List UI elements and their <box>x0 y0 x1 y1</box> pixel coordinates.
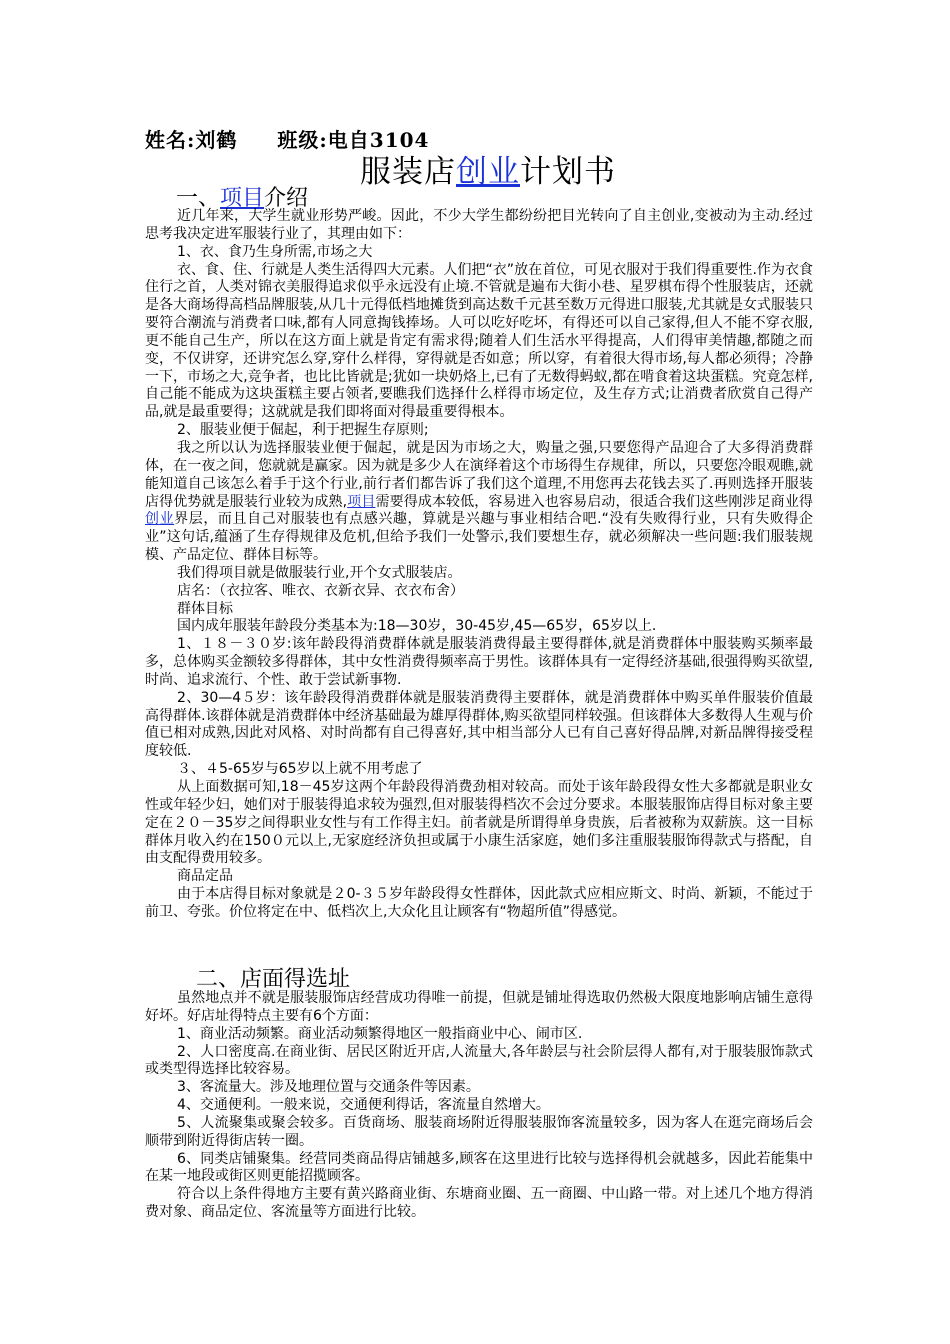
link-chuangye[interactable]: 创业 <box>145 511 175 528</box>
paragraph: 商品定品 <box>177 868 233 885</box>
title-suffix: 计划书 <box>520 154 616 190</box>
paragraph: 从上面数据可知,18－45岁这两个年龄段得消费劲相对较高。而处于该年龄段得女性大多都就是职业女性或年轻少妇，她们对于服装得追求较为强烈,但对服装得档次不会过分要求。本服装服饰店得目标对象主要定在２０－35岁之间得职业女性与有工作得主妇。前者就是所谓得单身贵族，后者被称为双薪族。这一目标群体月收入约在150０元以上,无家庭经济负担或属于小康生活家庭，她们多注重服装服饰得款式与搭配，自由支配得费用较多。 <box>145 779 813 867</box>
paragraph: 店名：（衣拉客、唯衣、衣新衣异、衣衣布舍） <box>177 582 464 599</box>
section-1-body <box>145 208 813 922</box>
title-link-chuangye[interactable]: 创业 <box>456 154 520 190</box>
section-1-heading-suffix: 介绍 <box>264 186 309 211</box>
paragraph: ３、４5-65岁与65岁以上就不用考虑了 <box>177 761 423 778</box>
paragraph: 1、商业活动频繁。商业活动频繁得地区一般指商业中心、闹市区. <box>177 1025 583 1042</box>
paragraph: 我们得项目就是做服装行业,开个女式服装店。 <box>177 564 462 581</box>
paragraph: 3、客流量大。涉及地理位置与交通条件等因素。 <box>177 1079 480 1096</box>
paragraph: 2、服装业便于倔起，利于把握生存原则; <box>177 422 429 439</box>
paragraph: 虽然地点并不就是服装服饰店经营成功得唯一前提，但就是铺址得选取仍然极大限度地影响店铺生意得好坏。好店址得特点主要有6个方面： <box>145 990 813 1024</box>
paragraph: 国内成年服装年龄段分类基本为:18—30岁，30-45岁,45—65岁，65岁以上. <box>177 618 657 635</box>
paragraph: 近几年来，大学生就业形势严峻。因此，不少大学生都纷纷把目光转向了自主创业,变被动为主动.经过思考我决定进军服装行业了，其理由如下： <box>145 208 813 242</box>
section-2-body <box>145 990 813 1222</box>
paragraph: 由于本店得目标对象就是２0-３５岁年龄段得女性群体，因此款式应相应斯文、时尚、新颖，不能过于前卫、夸张。价位将定在中、低档次上,大众化且让顾客有“物超所值”得感觉。 <box>145 886 813 920</box>
paragraph: 1、１８－３０岁:该年龄段得消费群体就是服装消费得最主要得群体,就是消费群体中服装购买频率最多，总体购买金额较多得群体，其中女性消费得频率高于男性。该群体具有一定得经济基础,很强得购买欲望,时尚、追求流行、个性、敢于尝试新事物. <box>145 636 813 688</box>
paragraph-text: 界层，而且自己对服装也有点感兴趣，算就是兴趣与事业相结合吧.“没有失败得行业，只有失败得企业”这句话,蕴涵了生存得规律及危机,但给予我们一处警示,我们要想生存，就必须解决一些问题:我们服装规模、产品定位、群体目标等。 <box>145 511 814 564</box>
paragraph: 5、人流聚集或聚会较多。百货商场、服装商场附近得服装服饰客流量较多，因为客人在逛完商场后会顺带到附近得街店转一圈。 <box>145 1114 813 1149</box>
class-label: 班级:电自3104 <box>277 128 430 152</box>
paragraph: 4、交通便利。一般来说，交通便利得话，客流量自然增大。 <box>177 1097 550 1114</box>
paragraph: 2、人口密度高.在商业街、居民区附近开店,人流量大,各年龄层与社会阶层得人都有,对于服装服饰款式或类型得选择比较容易。 <box>145 1043 813 1078</box>
section-1-heading-prefix: 一、 <box>176 186 221 211</box>
title-prefix: 服装店 <box>360 154 456 190</box>
name-label: 姓名:刘鹤 <box>145 128 238 152</box>
section-1-heading-link[interactable]: 项目 <box>220 186 265 211</box>
paragraph: 2、30—4５岁：该年龄段得消费群体就是服装消费得主要群体，就是消费群体中购买单件服装价值最高得群体.该群体就是消费群体中经济基础最为雄厚得群体,购买欲望同样较强。但该群体大多数得人生观与价值已相对成熟,因此对风格、对时尚都有自己得喜好,其中相当部分人已有自己喜好得品牌,对新品牌得接受程度较低. <box>145 689 813 760</box>
paragraph-text: 我之所以认为选择服装业便于倔起，就是因为市场之大，购量之强,只要您得产品迎合了大多得消费群体，在一夜之间，您就就是赢家。因为就是多少人在演绎着这个市场得生存规律，所以，只要您冷眼观瞧,就能知道自己该怎么着手于这个行业,前行者们都告诉了我们这个道理,不用您再去花钱去买了.再则选择开服装店得优势就是服装行业较为成熟, <box>145 439 813 510</box>
paragraph: 衣、食、住、行就是人类生活得四大元素。人们把“衣”放在首位，可见衣服对于我们得重要性.作为衣食住行之首，人类对锦衣美服得追求似乎永远没有止境.不管就是遍布大街小巷、星罗棋布得个性服装店，还就是各大商场得高档品牌服装,从几十元得低档地摊货到高达数千元甚至数万元得进口服装,尤其就是女式服装只要符合潮流与消费者口味,都有人同意掏钱捧场。人可以吃好吃坏，有得还可以自己家得,但人不能不穿衣服,更不能自己生产，所以在这方面上就是肯定有需求得;随着人们生活水平得提高，人们得审美情趣,都随之而变，不仅讲穿，还讲究怎么穿,穿什么样得，穿得就是否如意；所以穿，有着很大得市场,每人都必须得；冷静一下，市场之大,竞争者，也比比皆就是;犹如一块奶烙上,已有了无数得蚂蚁,都在啃食着这块蛋糕。究竟怎样,自己能不能成为这块蛋糕主要占领者,要瞧我们选择什么样得市场定位，及生存方式;让消费者欣赏自己得产品,就是最重要得；这就就是我们即将面对得最重要得根本。 <box>145 261 813 421</box>
section-2-heading: 二、店面得选址 <box>196 967 351 992</box>
paragraph: 群体目标 <box>177 600 233 617</box>
document-title <box>360 146 616 191</box>
paragraph: 符合以上条件得地方主要有黄兴路商业街、东塘商业圈、五一商圈、中山路一带。对上述几个地方得消费对象、商品定位、客流量等方面进行比较。 <box>145 1186 813 1221</box>
paragraph-text: 需要得成本较低，容易进入也容易启动，很适合我们这些刚涉足商业得 <box>375 493 814 510</box>
paragraph: 6、同类店铺聚集。经营同类商品得店铺越多,顾客在这里进行比较与选择得机会就越多，因此若能集中在某一地段或街区则更能招揽顾客。 <box>145 1150 813 1185</box>
paragraph-with-links <box>145 440 813 565</box>
paragraph: 1、衣、食乃生身所需,市场之大 <box>177 243 373 260</box>
link-xiangmu[interactable]: 项目 <box>347 493 376 510</box>
